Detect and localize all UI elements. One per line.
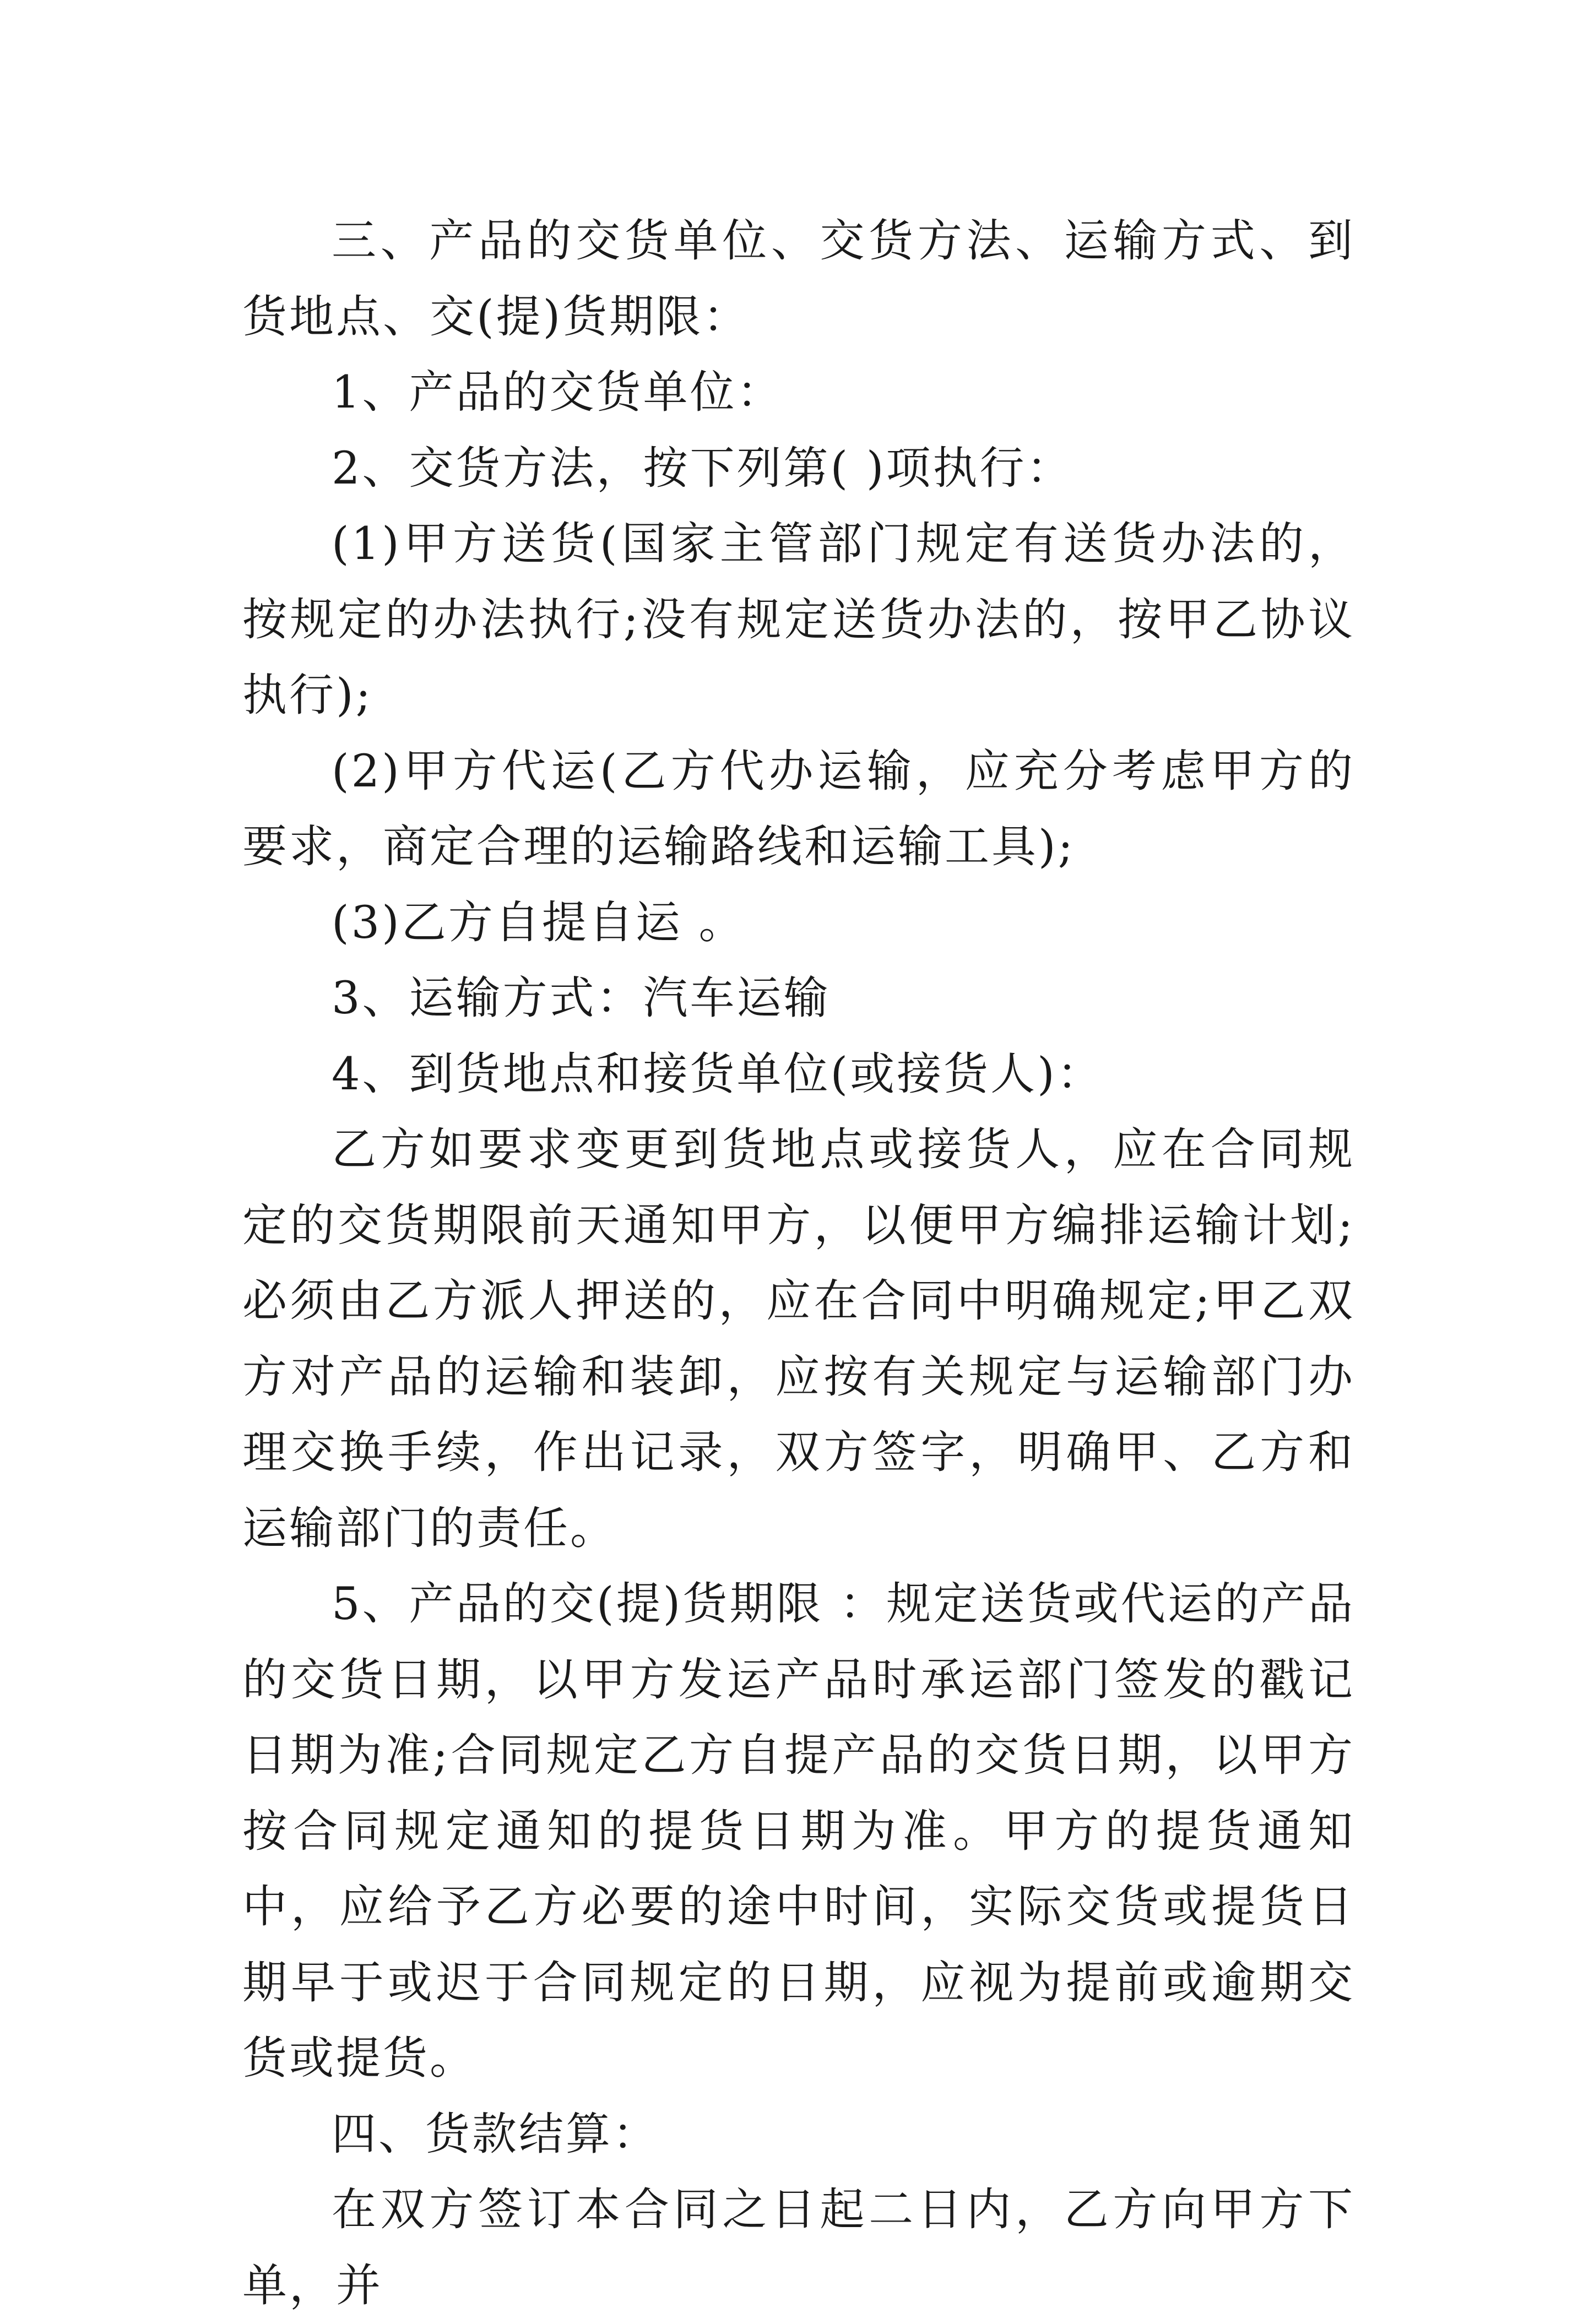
section-3-heading: 三、产品的交货单位、交货方法、运输方式、到货地点、交(提)货期限： xyxy=(242,215,1355,343)
option-1-seller-delivery: (1)甲方送货(国家主管部门规定有送货办法的，按规定的办法执行;没有规定送货办法的，按甲乙协议执行); xyxy=(242,518,1355,721)
section-4-heading: 四、货款结算： xyxy=(332,2108,660,2160)
section-4-payment-terms: 在双方签订本合同之日起二日内，乙方向甲方下单，并 xyxy=(242,2184,1355,2312)
clause-3-3-transport-mode: 3、运输方式：汽车运输 xyxy=(332,973,831,1024)
clause-3-4-change-terms: 乙方如要求变更到货地点或接货人，应在合同规定的交货期限前天通知甲方，以便甲方编排运输计划;必须由乙方派人押送的，应在合同中明确规定;甲乙双方对产品的运输和装卸，应按有关规定与运输部门办理交换手续，作出记录，双方签字，明确甲、乙方和运输部门的责任。 xyxy=(242,1124,1355,1555)
clause-3-5-delivery-deadline: 5、产品的交(提)货期限 ：规定送货或代运的产品的交货日期，以甲方发运产品时承运部门签发的戳记日期为准;合同规定乙方自提产品的交货日期，以甲方按合同规定通知的提货日期为准。甲方的提货通知中，应给予乙方必要的途中时间，实际交货或提货日期早于或迟于合同规定的日期，应视为提前或逾期交货或提货。 xyxy=(242,1578,1355,2084)
document-body xyxy=(242,204,1355,2324)
option-3-buyer-pickup: (3)乙方自提自运 。 xyxy=(332,897,746,949)
clause-3-1-delivery-unit: 1、产品的交货单位： xyxy=(332,367,784,419)
clause-3-2-delivery-method: 2、交货方法，按下列第( )项执行： xyxy=(332,442,1073,495)
clause-3-4-arrival-location: 4、到货地点和接货单位(或接货人)： xyxy=(332,1048,1104,1100)
option-2-seller-shipping: (2)甲方代运(乙方代办运输，应充分考虑甲方的要求，商定合理的运输路线和运输工具); xyxy=(242,745,1355,873)
